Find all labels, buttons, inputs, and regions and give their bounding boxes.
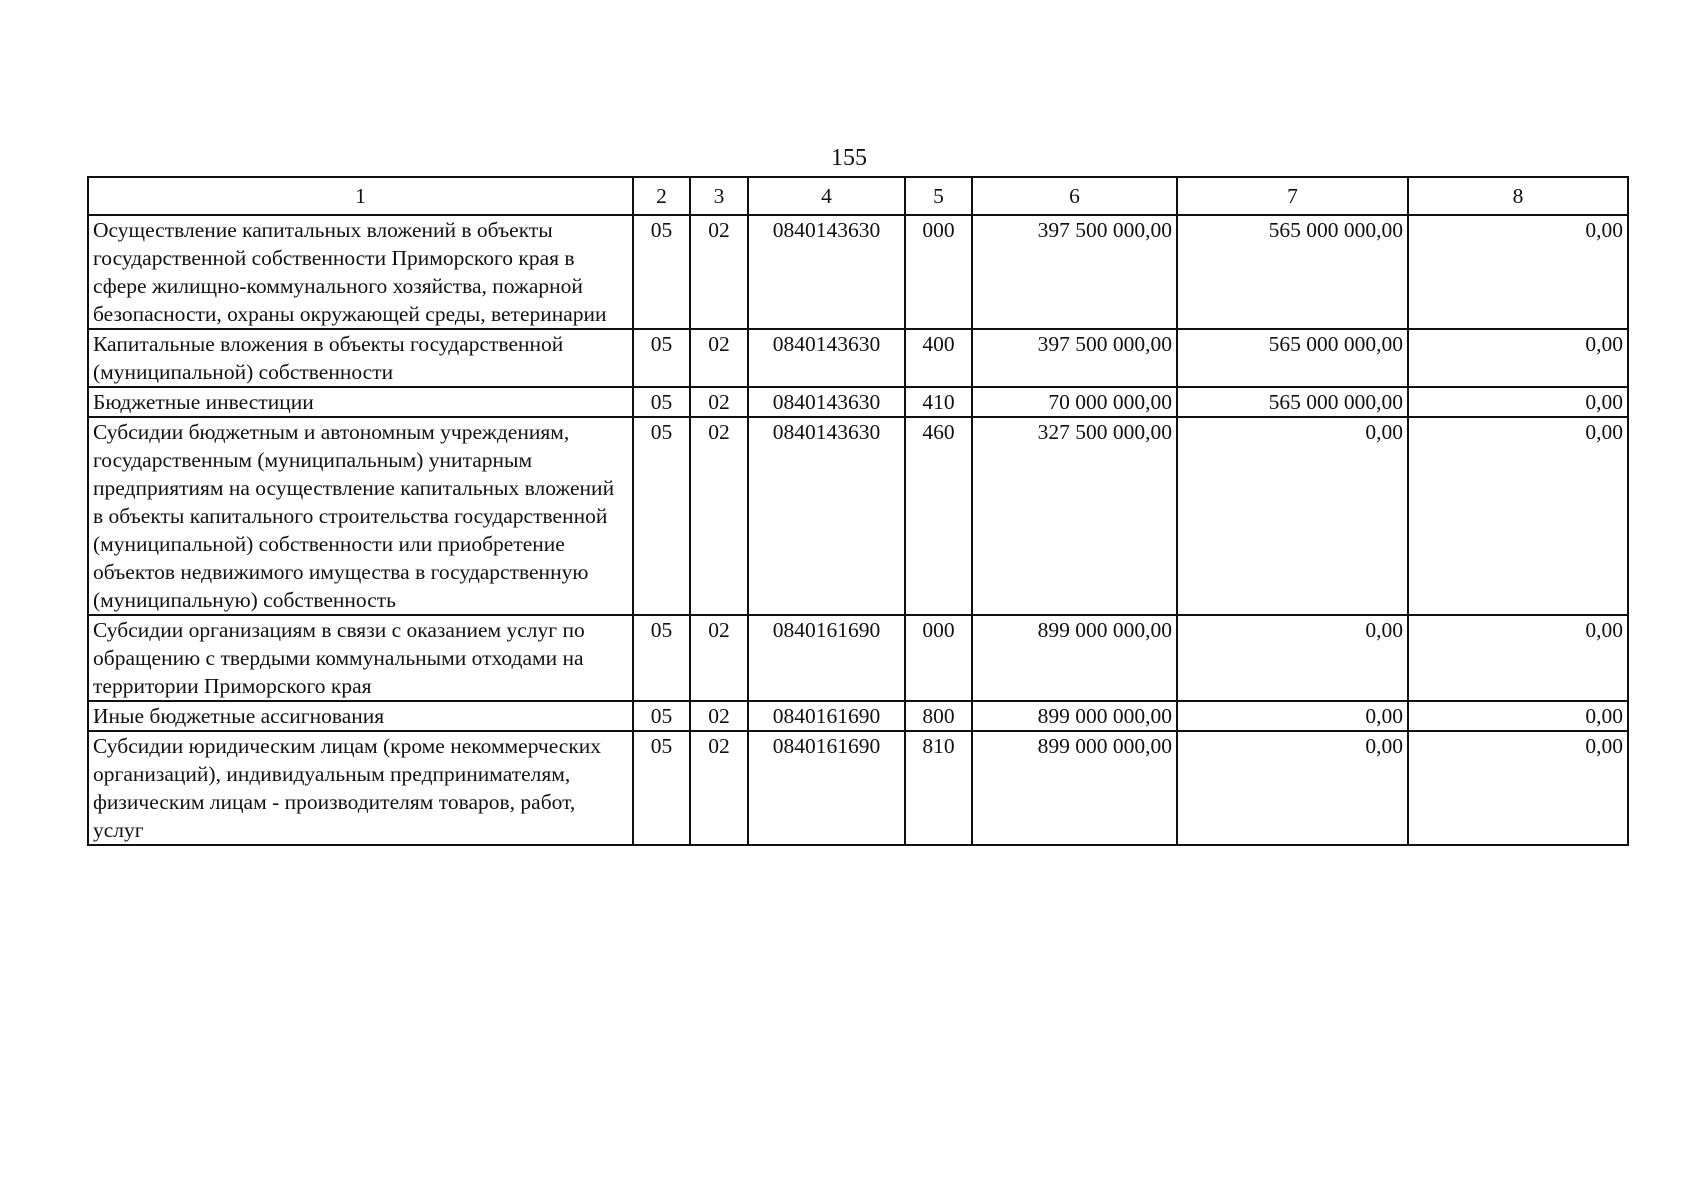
page-number: 155 (831, 145, 867, 171)
expense-type-code: 460 (905, 417, 972, 615)
amount-column-6: 899 000 000,00 (972, 731, 1177, 845)
target-article-code: 0840143630 (748, 329, 905, 387)
column-number: 1 (88, 177, 633, 215)
table-row (88, 387, 1628, 417)
amount-column-7: 0,00 (1177, 701, 1408, 731)
column-number-row (88, 177, 1628, 215)
section-code: 05 (633, 731, 690, 845)
section-code: 05 (633, 329, 690, 387)
amount-column-8: 0,00 (1408, 387, 1628, 417)
subsection-code: 02 (690, 215, 748, 329)
amount-column-6: 397 500 000,00 (972, 329, 1177, 387)
amount-column-7: 0,00 (1177, 615, 1408, 701)
amount-column-7: 0,00 (1177, 417, 1408, 615)
column-number: 7 (1177, 177, 1408, 215)
subsection-code: 02 (690, 329, 748, 387)
expense-type-code: 000 (905, 215, 972, 329)
amount-column-8: 0,00 (1408, 417, 1628, 615)
subsection-code: 02 (690, 701, 748, 731)
expense-name: Бюджетные инвестиции (88, 387, 633, 417)
amount-column-6: 327 500 000,00 (972, 417, 1177, 615)
amount-column-7: 565 000 000,00 (1177, 387, 1408, 417)
amount-column-7: 0,00 (1177, 731, 1408, 845)
section-code: 05 (633, 417, 690, 615)
column-number: 6 (972, 177, 1177, 215)
amount-column-6: 70 000 000,00 (972, 387, 1177, 417)
amount-column-8: 0,00 (1408, 329, 1628, 387)
target-article-code: 0840143630 (748, 417, 905, 615)
subsection-code: 02 (690, 387, 748, 417)
expense-name: Капитальные вложения в объекты государственной (муниципальной) собственности (88, 329, 633, 387)
expense-name: Иные бюджетные ассигнования (88, 701, 633, 731)
amount-column-8: 0,00 (1408, 215, 1628, 329)
target-article-code: 0840161690 (748, 615, 905, 701)
amount-column-8: 0,00 (1408, 731, 1628, 845)
subsection-code: 02 (690, 615, 748, 701)
table-row (88, 701, 1628, 731)
amount-column-8: 0,00 (1408, 701, 1628, 731)
amount-column-6: 397 500 000,00 (972, 215, 1177, 329)
target-article-code: 0840161690 (748, 701, 905, 731)
expense-name: Субсидии организациям в связи с оказанием услуг по обращению с твердыми коммунальными отходами на территории Приморского края (88, 615, 633, 701)
target-article-code: 0840143630 (748, 387, 905, 417)
expense-type-code: 800 (905, 701, 972, 731)
budget-table (87, 176, 1629, 846)
section-code: 05 (633, 701, 690, 731)
subsection-code: 02 (690, 731, 748, 845)
column-number: 4 (748, 177, 905, 215)
target-article-code: 0840161690 (748, 731, 905, 845)
section-code: 05 (633, 387, 690, 417)
table-row (88, 215, 1628, 329)
column-number: 8 (1408, 177, 1628, 215)
expense-name: Субсидии юридическим лицам (кроме некоммерческих организаций), индивидуальным предпринимателям, физическим лицам - производителям товаров, работ, услуг (88, 731, 633, 845)
table-row (88, 731, 1628, 845)
expense-name: Осуществление капитальных вложений в объекты государственной собственности Приморского края в сфере жилищно-коммунального хозяйства, пожарной безопасности, охраны окружающей среды, ветеринарии (88, 215, 633, 329)
expense-type-code: 400 (905, 329, 972, 387)
amount-column-6: 899 000 000,00 (972, 615, 1177, 701)
expense-type-code: 000 (905, 615, 972, 701)
expense-name: Субсидии бюджетным и автономным учреждениям, государственным (муниципальным) унитарным предприятиям на осуществление капитальных вложений в объекты капитального строительства государственной (муниципальной) собственности или приобретение объектов недвижимого имущества в государственную (муниципальную) собственность (88, 417, 633, 615)
expense-type-code: 410 (905, 387, 972, 417)
section-code: 05 (633, 215, 690, 329)
column-number: 3 (690, 177, 748, 215)
column-number: 5 (905, 177, 972, 215)
column-number: 2 (633, 177, 690, 215)
subsection-code: 02 (690, 417, 748, 615)
section-code: 05 (633, 615, 690, 701)
table-row (88, 329, 1628, 387)
amount-column-7: 565 000 000,00 (1177, 329, 1408, 387)
amount-column-8: 0,00 (1408, 615, 1628, 701)
amount-column-7: 565 000 000,00 (1177, 215, 1408, 329)
amount-column-6: 899 000 000,00 (972, 701, 1177, 731)
table-row (88, 417, 1628, 615)
table-row (88, 615, 1628, 701)
expense-type-code: 810 (905, 731, 972, 845)
target-article-code: 0840143630 (748, 215, 905, 329)
